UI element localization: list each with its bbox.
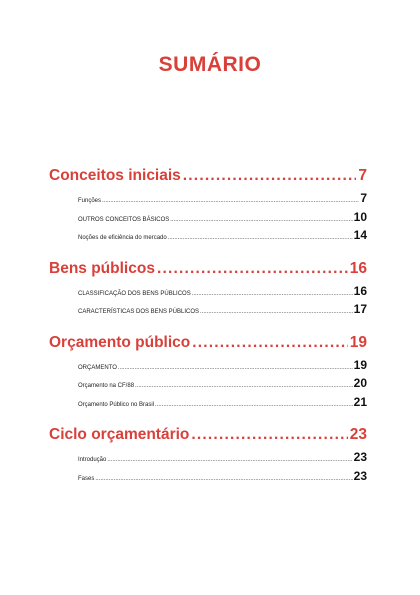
dot-leader	[155, 396, 353, 415]
toc-entry-title: Noções de eficiência do mercado	[78, 235, 167, 241]
toc-entry-title: Funções	[78, 198, 102, 204]
toc-entry-page: 20	[353, 376, 367, 390]
dot-leader	[192, 285, 353, 304]
toc-section-heading[interactable]	[49, 330, 367, 356]
toc-entry-title: CARACTERÍSTICAS DOS BENS PÚBLICOS	[78, 309, 200, 315]
toc-entry[interactable]	[78, 300, 367, 319]
toc-section-page: 16	[349, 259, 367, 277]
toc-entry[interactable]	[78, 226, 367, 245]
toc-entry-title: Orçamento na CF/88	[78, 383, 135, 389]
dot-leader	[107, 451, 352, 470]
toc-section-page: 23	[349, 426, 367, 443]
toc-section-page: 19	[349, 333, 367, 351]
table-of-contents	[49, 163, 367, 496]
toc-section-heading[interactable]	[49, 163, 367, 189]
toc-section	[49, 422, 367, 485]
toc-entry[interactable]	[78, 208, 367, 227]
toc-section-heading[interactable]	[49, 256, 367, 282]
toc-entry-title: Orçamento Público no Brasil	[78, 401, 155, 408]
toc-entry[interactable]	[78, 356, 367, 375]
toc-section-title: Ciclo orçamentário	[49, 426, 190, 443]
toc-section	[49, 256, 367, 319]
dot-leader	[170, 211, 352, 230]
toc-entry[interactable]	[78, 189, 367, 208]
toc-entry-page: 7	[360, 191, 367, 205]
dot-leader	[168, 229, 353, 248]
toc-entry-title: Fases	[78, 475, 95, 482]
toc-entry-page: 10	[353, 209, 367, 224]
toc-section-title: Bens públicos	[49, 259, 155, 277]
dot-leader	[102, 192, 359, 211]
dot-leader	[191, 422, 347, 448]
toc-entry-title: Introdução	[78, 457, 107, 463]
toc-section-page: 7	[358, 167, 367, 184]
toc-entry-title: CLASSIFICAÇÃO DOS BENS PÚBLICOS	[78, 290, 191, 297]
toc-section	[49, 330, 367, 412]
toc-entry-page: 23	[353, 450, 367, 464]
dot-leader	[192, 330, 348, 356]
toc-entry[interactable]	[78, 448, 367, 467]
dot-leader	[135, 377, 353, 396]
toc-entry-page: 17	[353, 302, 367, 316]
dot-leader	[95, 470, 352, 489]
toc-entry-title: ORÇAMENTO	[78, 364, 117, 371]
toc-section-heading[interactable]	[49, 422, 367, 448]
toc-entry-page: 23	[353, 468, 367, 483]
toc-section-title: Orçamento público	[49, 333, 191, 351]
page-title: SUMÁRIO	[158, 53, 262, 76]
toc-entry-page: 19	[353, 357, 367, 372]
toc-section-title: Conceitos iniciais	[49, 167, 181, 184]
toc-entry[interactable]	[78, 374, 367, 393]
dot-leader	[183, 163, 357, 189]
dot-leader	[118, 359, 353, 378]
toc-entry-title: OUTROS CONCEITOS BÁSICOS	[78, 216, 170, 223]
toc-entry[interactable]	[78, 467, 367, 486]
toc-entry-page: 16	[353, 283, 367, 298]
toc-entry-page: 14	[353, 228, 367, 242]
toc-entry-page: 21	[353, 394, 367, 409]
toc-entry[interactable]	[78, 393, 367, 412]
toc-entry[interactable]	[78, 282, 367, 301]
dot-leader	[200, 303, 353, 322]
dot-leader	[157, 256, 348, 282]
toc-section	[49, 163, 367, 245]
